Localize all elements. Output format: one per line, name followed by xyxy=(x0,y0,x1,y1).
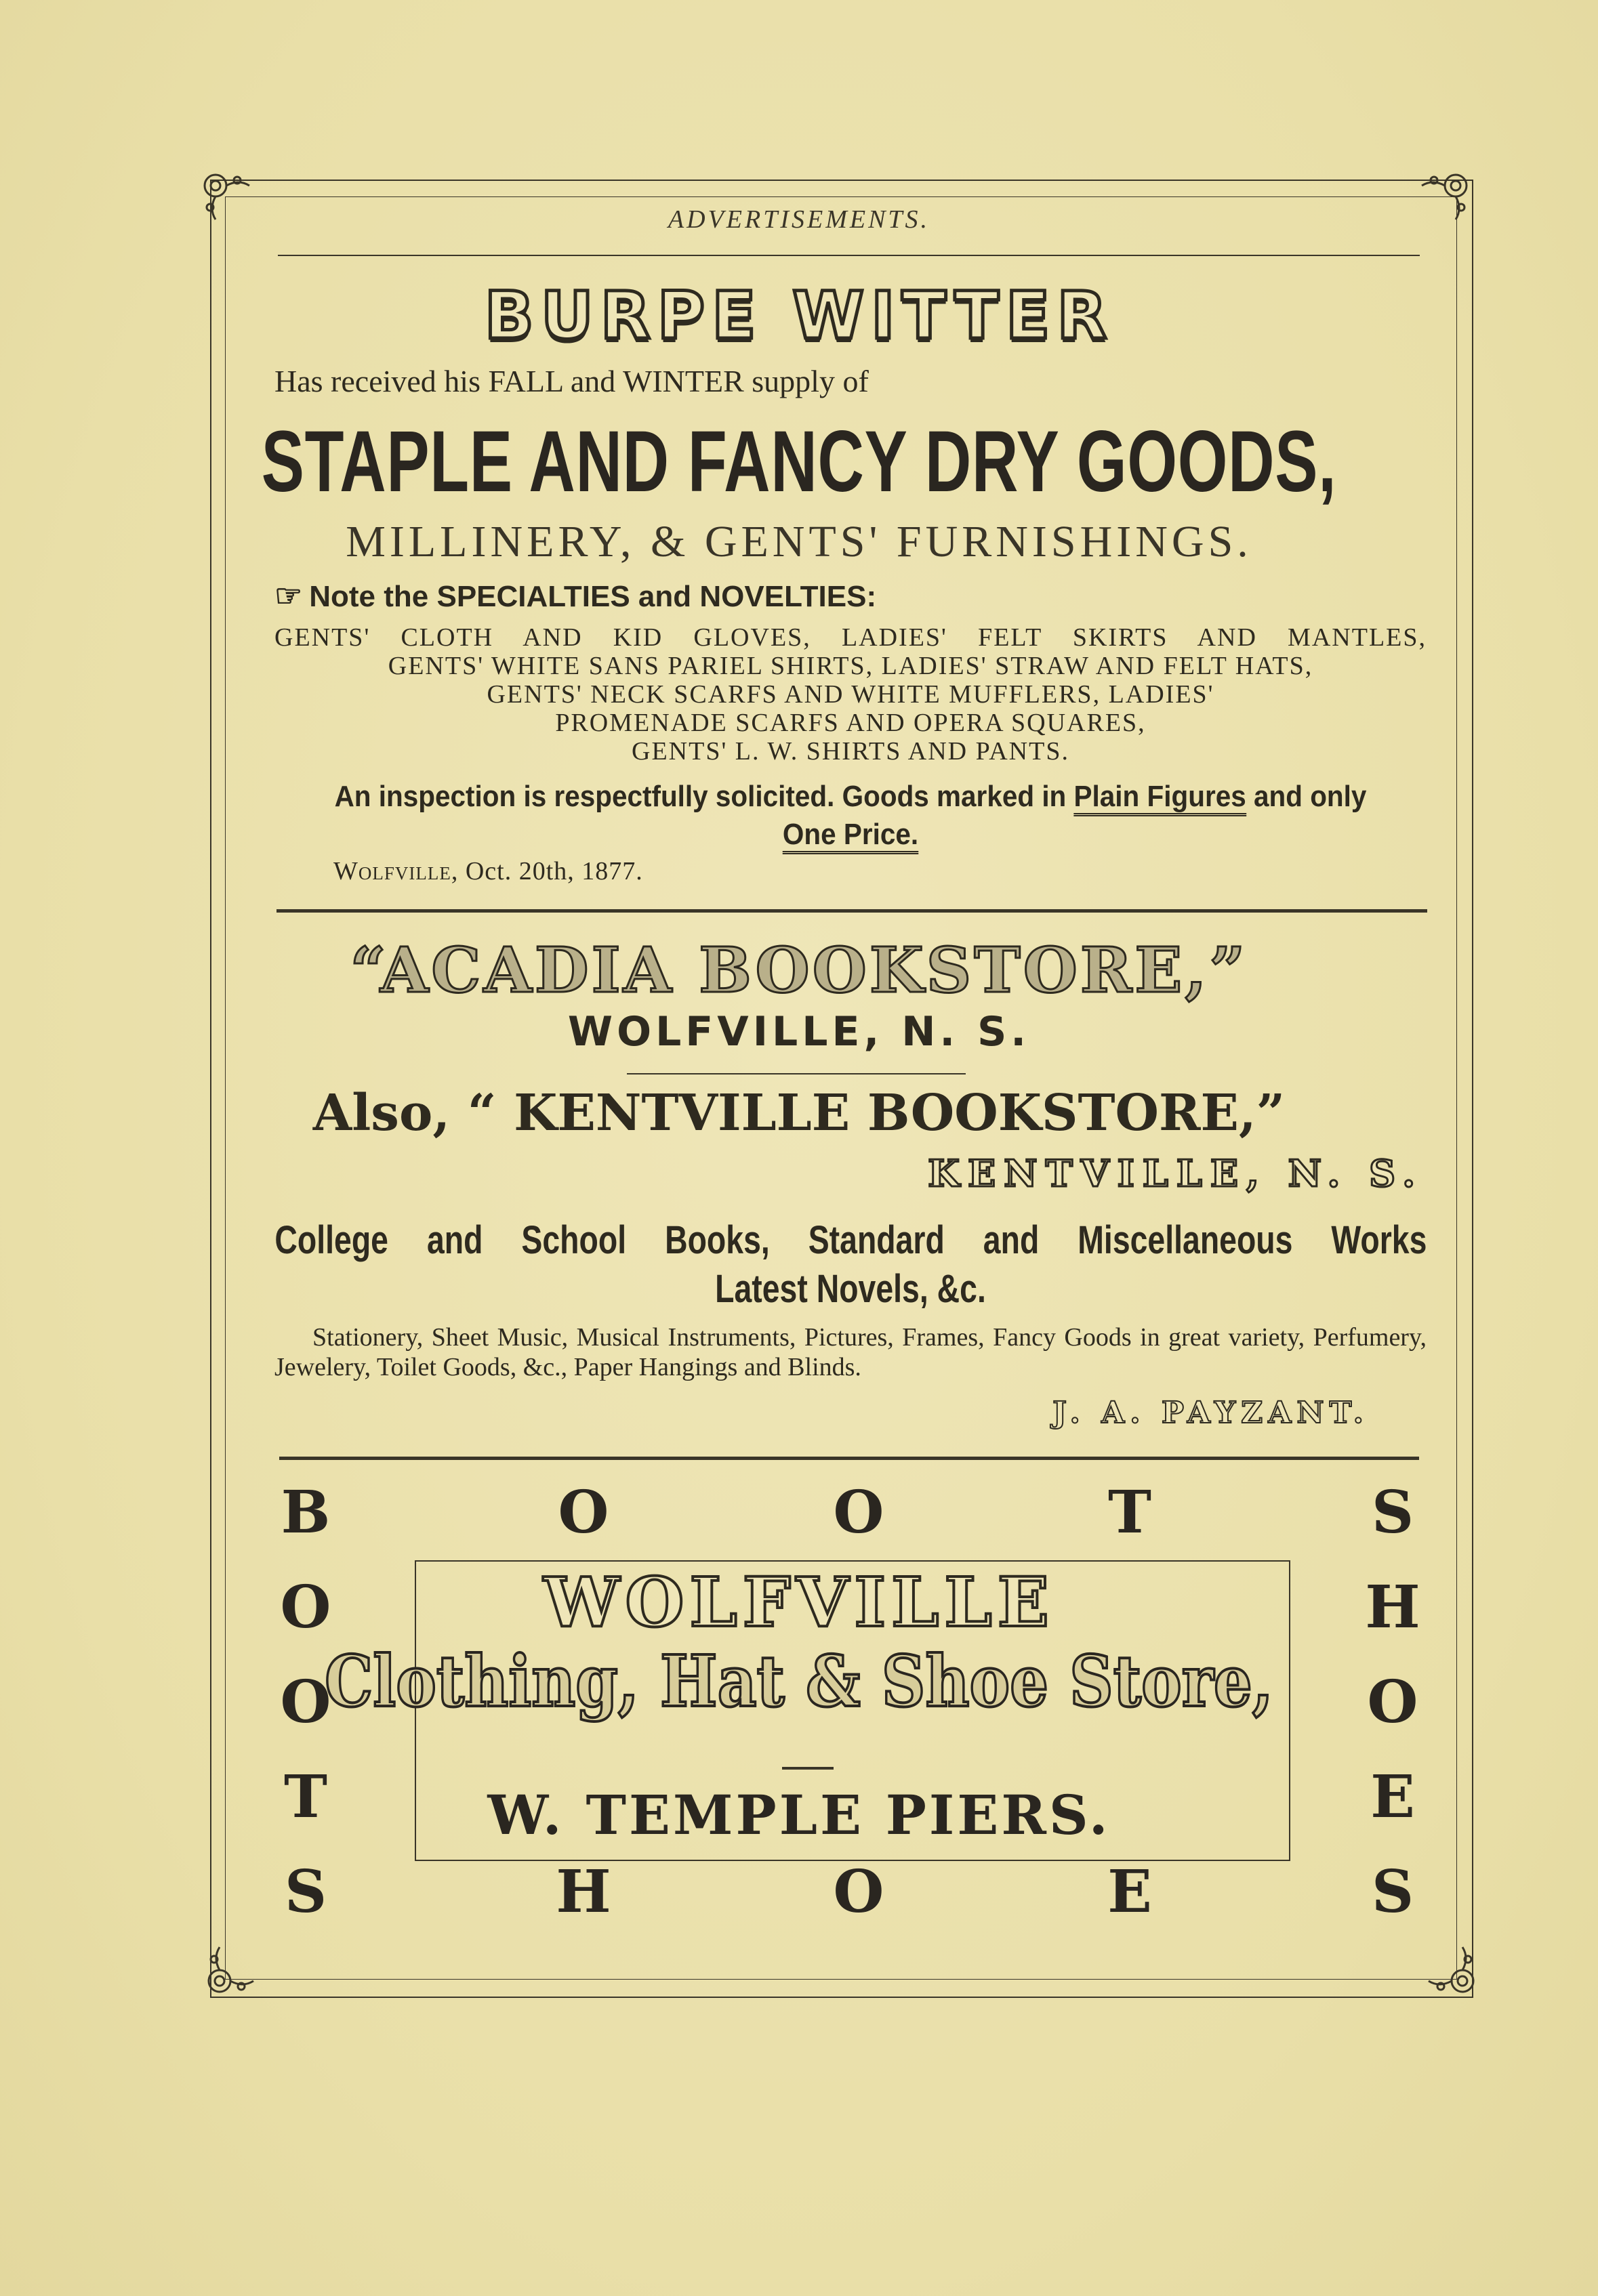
ad2-also-location: KENTVILLE, N. S. xyxy=(928,1152,1423,1195)
shoes-letter: S xyxy=(1371,1858,1414,1926)
shoes-letter: E xyxy=(1370,1763,1415,1831)
ad2-proprietor: J. A. PAYZANT. xyxy=(1052,1396,1369,1430)
ad2-books xyxy=(274,1216,1427,1314)
store-type: Clothing, Hat & Shoe Store, xyxy=(325,1640,1273,1723)
inspection-text: An inspection is respectfully solicited. Goods marked in xyxy=(334,780,1074,813)
inspection-text: and only xyxy=(1246,780,1367,813)
boots-letter: O xyxy=(280,1668,331,1736)
boots-letter: T xyxy=(284,1763,327,1831)
ad2-store-name: “ACADIA BOOKSTORE,” xyxy=(350,934,1248,1007)
ad2-location: WOLFVILLE, N. S. xyxy=(567,1008,1031,1056)
ad1-intro: Has received his FALL and WINTER supply of xyxy=(274,364,869,398)
section-divider xyxy=(276,909,1427,913)
boots-letter: O xyxy=(280,1573,331,1642)
pointing-hand-icon: ☞ xyxy=(274,578,303,613)
ad1-note xyxy=(274,577,876,614)
ad1-specialties xyxy=(274,623,1427,766)
ad2-body: Stationery, Sheet Music, Musical Instruments, Pictures, Frames, Fancy Goods in great variety, Perfumery, Jewelery, Toilet Goods, &c., Paper Hangings and Blinds. xyxy=(274,1323,1427,1381)
boots-letter: B xyxy=(281,1478,331,1547)
books-line: College and School Books, Standard and Miscellaneous Works xyxy=(274,1218,1427,1262)
specialty-line: GENTS' NECK SCARFS AND WHITE MUFFLERS, LADIES' xyxy=(487,680,1214,709)
running-header: ADVERTISEMENTS. xyxy=(668,205,930,234)
header-rule xyxy=(278,255,1420,256)
boots-letter: T xyxy=(1108,1478,1151,1547)
specialty-line: GENTS' WHITE SANS PARIEL SHIRTS, LADIES' STRAW AND FELT HATS, xyxy=(388,652,1313,680)
date-place: Wolfville, xyxy=(333,857,459,885)
shoes-letter: H xyxy=(1365,1573,1420,1642)
store-name: WOLFVILLE xyxy=(544,1562,1054,1642)
shoes-letter: O xyxy=(833,1858,884,1926)
ad2-also: Also, “ KENTVILLE BOOKSTORE,” xyxy=(312,1084,1286,1142)
plain-figures: Plain Figures xyxy=(1074,780,1246,816)
boots-letter: O xyxy=(558,1478,609,1547)
ad1-merchant-name: BURPE WITTER xyxy=(484,278,1114,354)
ad1-date xyxy=(333,856,643,886)
one-price: One Price. xyxy=(783,818,918,854)
shoes-letter: O xyxy=(1367,1668,1418,1736)
specialty-line: GENTS' CLOTH AND KID GLOVES, LADIES' FELT SKIRTS AND MANTLES, xyxy=(274,623,1427,652)
store-proprietor: W. TEMPLE PIERS. xyxy=(487,1783,1111,1847)
shoes-letter: E xyxy=(1107,1858,1152,1926)
short-rule xyxy=(782,1767,834,1770)
boots-letter: O xyxy=(833,1478,884,1547)
corner-ornament-icon xyxy=(1426,1944,1483,2001)
specialty-line: GENTS' L. W. SHIRTS AND PANTS. xyxy=(632,737,1069,766)
date-value: Oct. 20th, 1877. xyxy=(465,857,643,885)
ad1-headline: STAPLE AND FANCY DRY GOODS, xyxy=(261,413,1337,510)
ad1-note-text: Note the SPECIALTIES and NOVELTIES: xyxy=(309,580,877,613)
ad1-inspection xyxy=(321,778,1380,854)
ad1-subheadline: MILLINERY, & GENTS' FURNISHINGS. xyxy=(346,517,1252,566)
shoes-letter: H xyxy=(556,1858,611,1926)
boots-letter: S xyxy=(284,1858,327,1926)
books-line: Latest Novels, &c. xyxy=(715,1267,986,1311)
shoes-letter: S xyxy=(1371,1478,1414,1547)
short-rule xyxy=(627,1073,966,1074)
corner-ornament-icon xyxy=(199,1944,256,2001)
specialty-line: PROMENADE SCARFS AND OPERA SQUARES, xyxy=(555,709,1146,737)
section-divider xyxy=(279,1457,1419,1460)
